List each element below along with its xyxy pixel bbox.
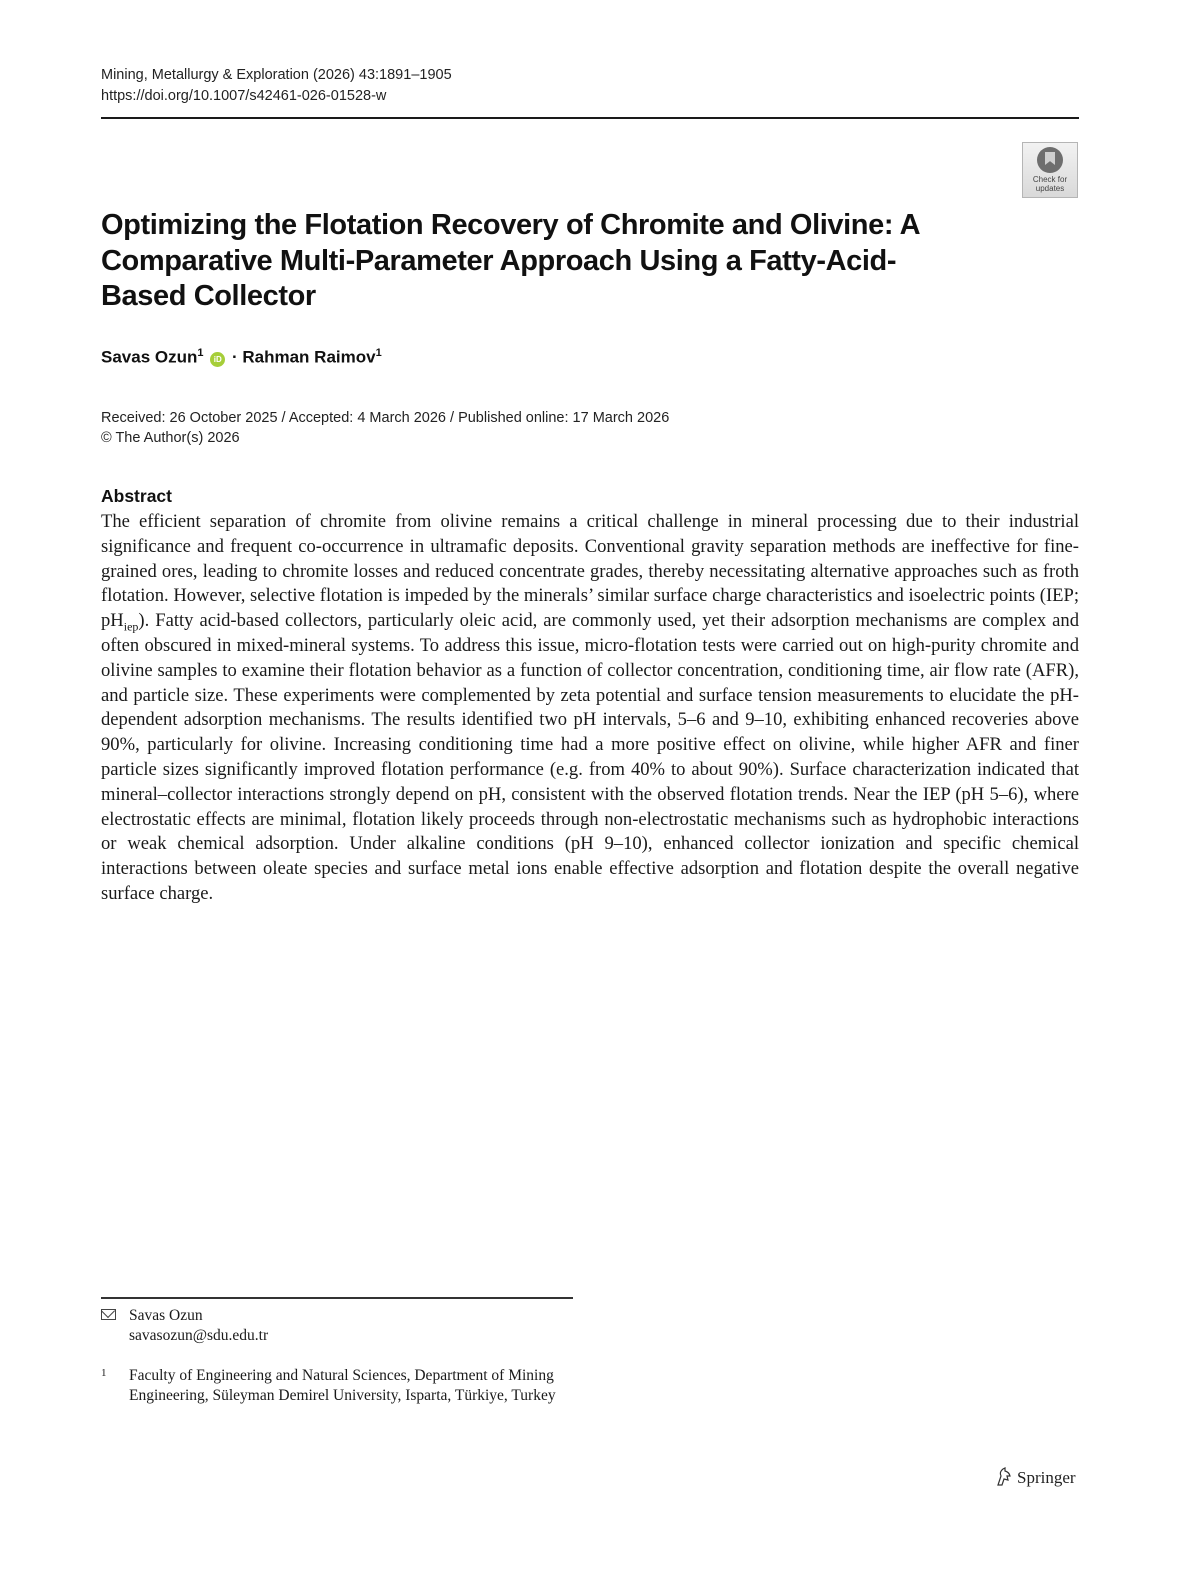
affiliation-text: Faculty of Engineering and Natural Sciences, Department of Mining Engineering, Süleyman Demirel University, Isparta, Türkiye, Turkey bbox=[129, 1367, 556, 1404]
abstract-part1: The efficient separation of chromite from olivine remains a critical challenge in mineral processing due to their industrial significance and frequent co-occurrence in ultramafic deposits. Conventional gravity separation methods are ineffective for fine-grained ores, leading to chromite losses and reduced concentrate grades, thereby necessitating alternative approaches such as froth flotation. However, selective flotation is impeded by the minerals’ similar surface charge characteristics and isoelectric points (IEP; pH bbox=[101, 511, 1079, 632]
doi-link[interactable]: https://doi.org/10.1007/s42461-026-01528-w bbox=[101, 88, 387, 104]
author-separator: · bbox=[231, 347, 238, 367]
dates-line: Received: 26 October 2025 / Accepted: 4 March 2026 / Published online: 17 March 2026 bbox=[101, 410, 670, 426]
check-for-updates-badge[interactable] bbox=[1022, 142, 1078, 198]
author-affil-sup: 1 bbox=[375, 347, 382, 359]
envelope-icon bbox=[101, 1309, 116, 1320]
journal-header bbox=[101, 65, 452, 107]
publication-dates bbox=[101, 408, 669, 448]
publisher-logo bbox=[995, 1467, 1076, 1488]
abstract-heading: Abstract bbox=[101, 486, 172, 506]
journal-citation: Mining, Metallurgy & Exploration (2026) 43:1891–1905 bbox=[101, 67, 452, 83]
badge-line1: Check for bbox=[1032, 175, 1068, 184]
badge-line2: updates bbox=[1035, 183, 1065, 193]
affiliation-footnote bbox=[101, 1366, 561, 1406]
springer-horse-icon bbox=[995, 1467, 1013, 1487]
author-affil-sup: 1 bbox=[197, 347, 204, 359]
abstract-text bbox=[101, 510, 1079, 907]
corresponding-email[interactable]: savasozun@sdu.edu.tr bbox=[129, 1327, 269, 1344]
header-rule bbox=[101, 117, 1079, 119]
publisher-name: Springer bbox=[1017, 1468, 1076, 1487]
affiliation-number: 1 bbox=[101, 1367, 107, 1379]
author-name[interactable]: Savas Ozun bbox=[101, 347, 198, 367]
author-name[interactable]: Rahman Raimov bbox=[242, 347, 376, 367]
corresponding-name: Savas Ozun bbox=[129, 1307, 203, 1324]
abstract-subscript: iep bbox=[123, 619, 139, 634]
abstract-part2: ). Fatty acid-based collectors, particularly oleic acid, are commonly used, yet their adsorption mechanisms are complex and often obscured in mixed-mineral systems. To address this issue, micro-flotation tests were carried out on high-purity chromite and olivine samples to examine their flotation behavior as a function of collector concentration, conditioning time, air flow rate (AFR), and particle size. These experiments were complemented by zeta potential and surface tension measurements to elucidate the pH-dependent adsorption mechanisms. The results identified two pH intervals, 5–6 and 9–10, exhibiting enhanced recoveries above 90%, particularly for olivine. Increasing conditioning time had a more positive effect on olivine, while higher AFR and finer particle sizes significantly improved flotation performance (e.g. from 40% to about 90%). Surface characterization indicated that mineral–collector interactions strongly depend on pH, consistent with the observed flotation trends. Near the IEP (pH 5–6), where electrostatic effects are minimal, flotation likely proceeds through non-electrostatic mechanisms such as hydrophobic interactions or weak chemical adsorption. Under alkaline conditions (pH 9–10), enhanced collector ionization and specific chemical interactions between oleate species and surface metal ions enable effective adsorption and flotation despite the overall negative surface charge. bbox=[101, 610, 1079, 904]
orcid-icon[interactable]: iD bbox=[210, 352, 225, 367]
copyright-line: © The Author(s) 2026 bbox=[101, 430, 240, 446]
corresponding-author bbox=[101, 1306, 268, 1346]
bookmark-circle-icon bbox=[1037, 147, 1063, 173]
author-list bbox=[101, 347, 382, 368]
paper-title: Optimizing the Flotation Recovery of Chromite and Olivine: A Comparative Multi-Parameter Approach Using a Fatty-Acid-Based Collector bbox=[101, 209, 920, 312]
footnote-rule bbox=[101, 1297, 573, 1299]
